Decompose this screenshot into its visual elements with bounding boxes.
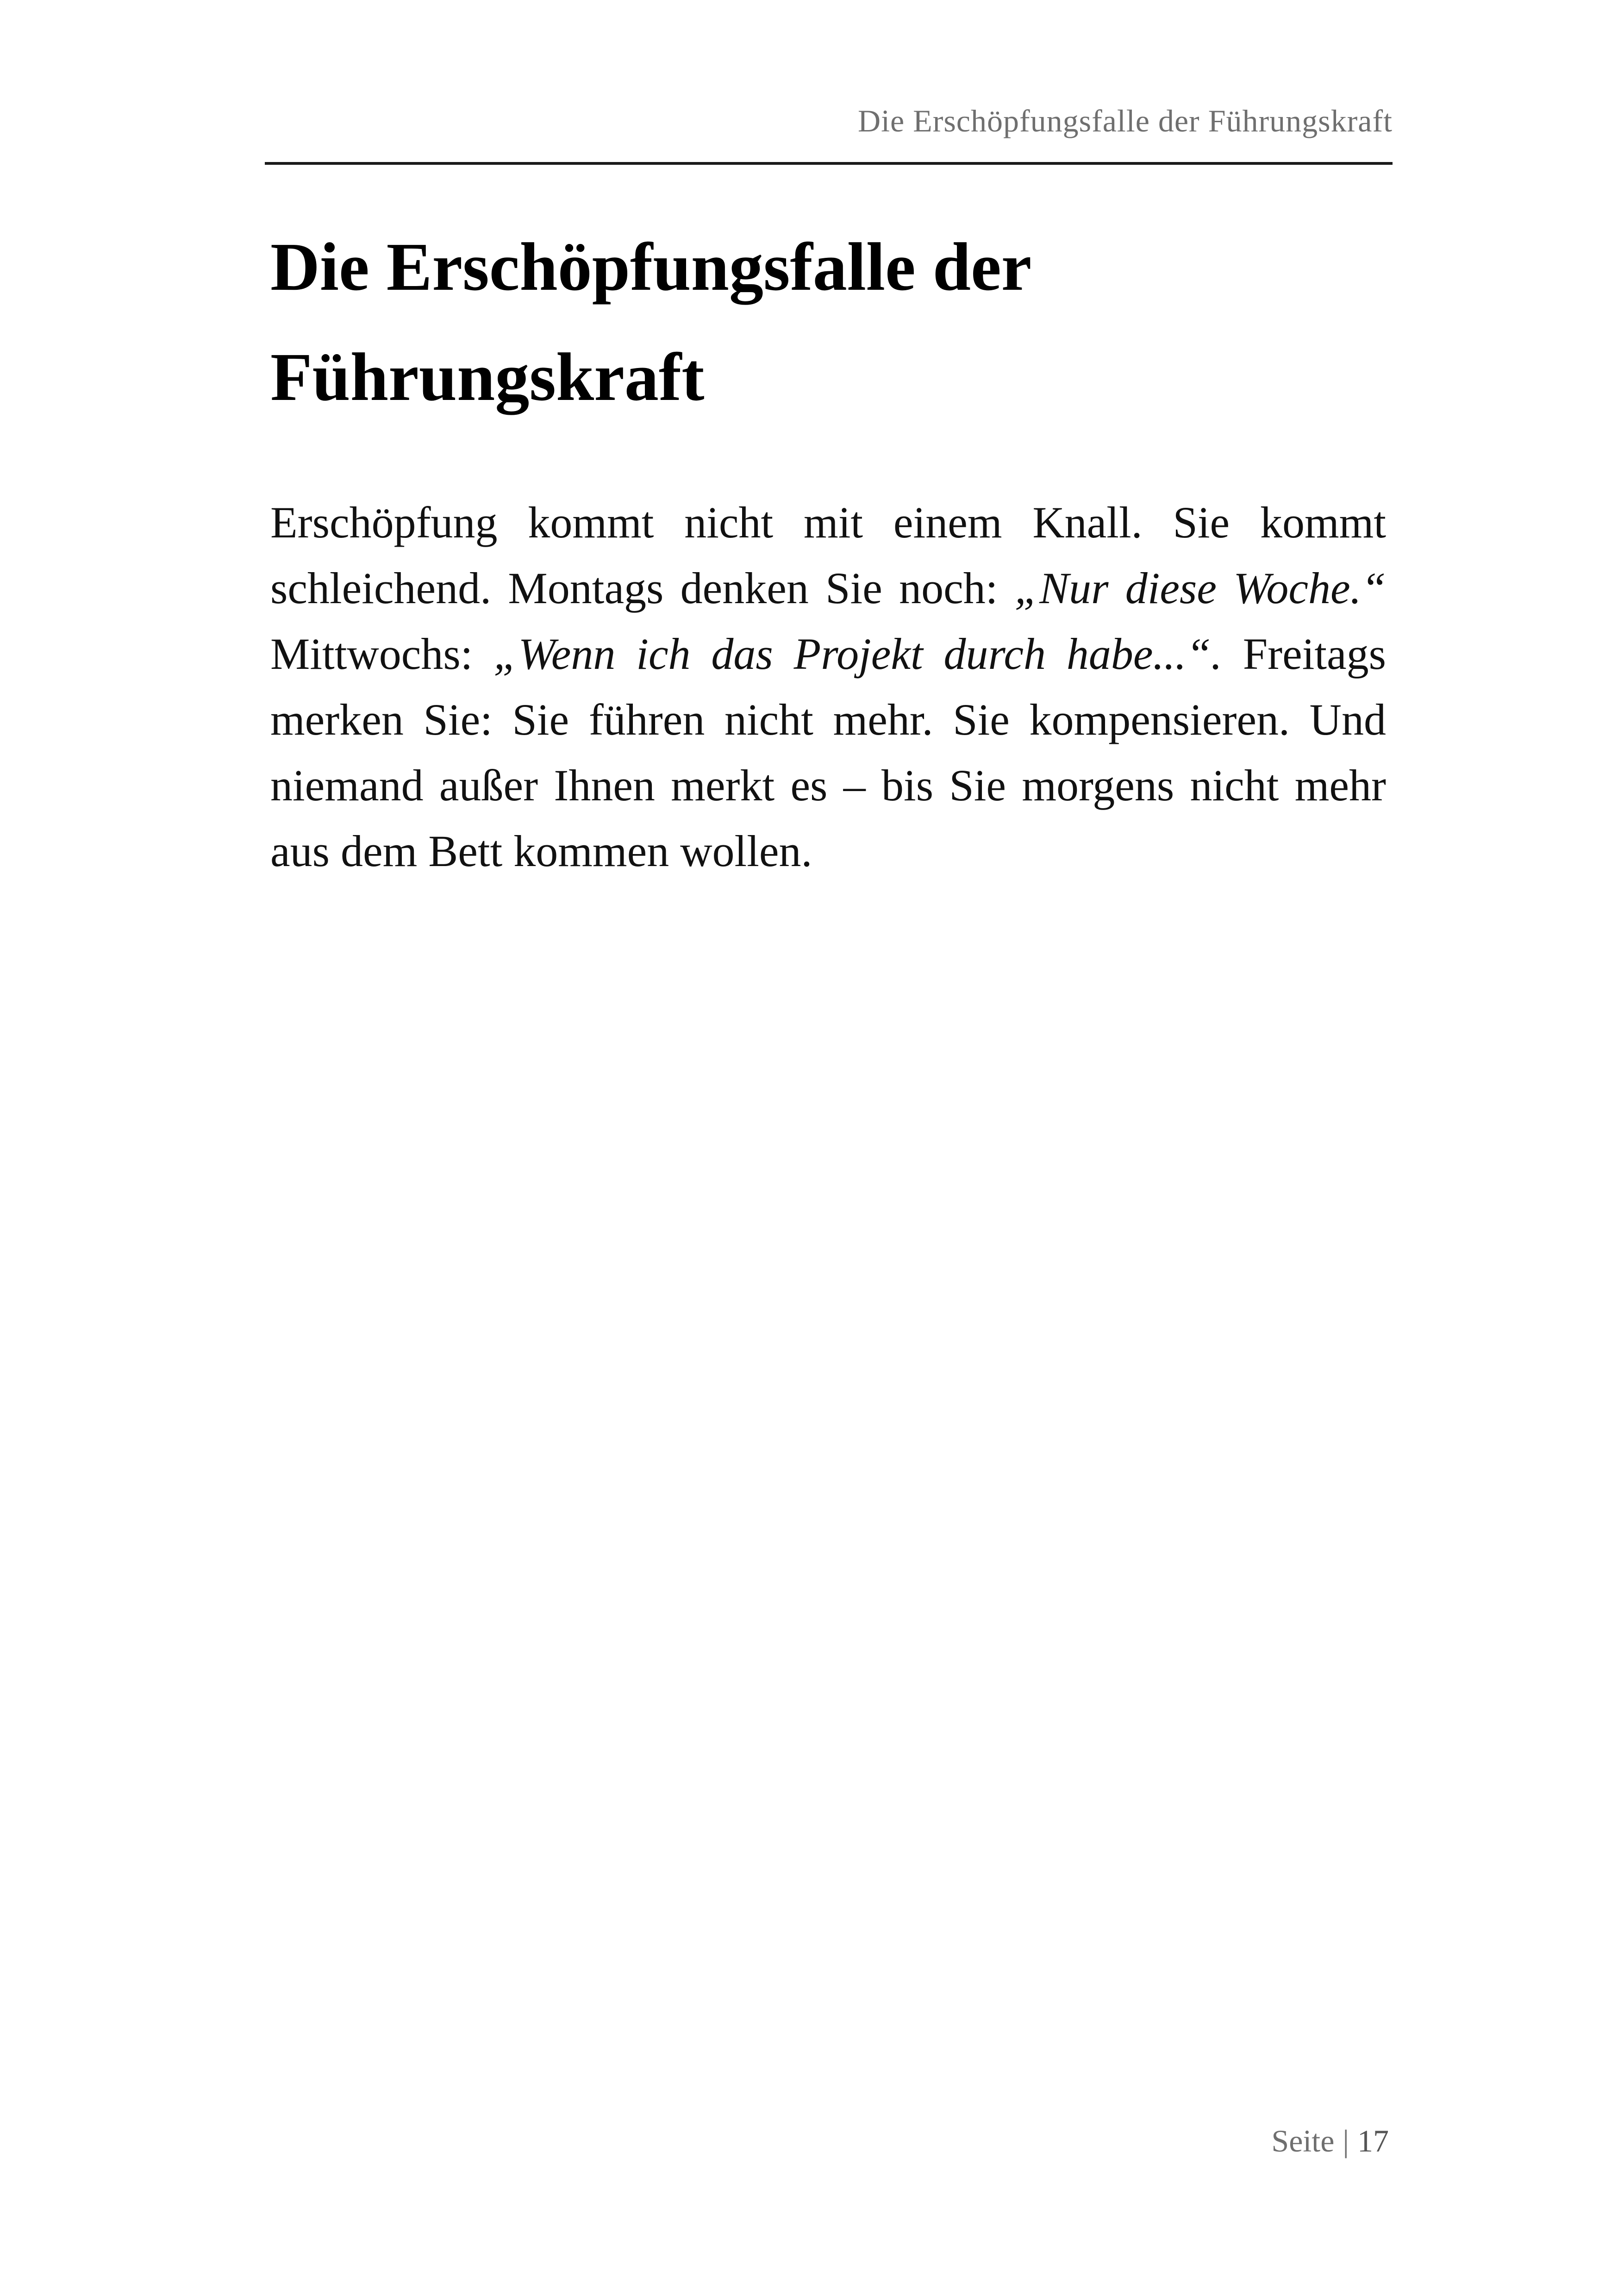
chapter-title — [270, 212, 1391, 432]
chapter-title-line-2: Führungskraft — [270, 339, 705, 415]
body-paragraph — [270, 490, 1386, 884]
header-divider — [265, 162, 1393, 165]
footer-separator: | — [1343, 2123, 1349, 2158]
quote-monday: „Nur diese Woche.“ — [1014, 563, 1387, 613]
quote-wednesday: „Wenn ich das Projekt durch habe...“. — [493, 629, 1222, 679]
paragraph-text-2: Mittwochs: — [270, 629, 494, 679]
paragraph-text-3: Freitags merken Sie: Sie führen nicht mehr. Sie kompensieren. Und niemand außer Ihnen merkt es – bis Sie morgens nicht mehr aus dem Bett kommen wollen. — [270, 629, 1387, 876]
page-number: 17 — [1357, 2123, 1389, 2158]
page-label: Seite — [1271, 2123, 1335, 2158]
paragraph-text-1: Erschöpfung kommt nicht mit einem Knall. Sie kommt schleichend. Montags denken Sie noch: — [270, 498, 1386, 613]
chapter-title-line-1: Die Erschöpfungsfalle der — [270, 229, 1032, 305]
page-footer — [1271, 2123, 1389, 2159]
running-header: Die Erschöpfungsfalle der Führungskraft — [857, 103, 1393, 138]
